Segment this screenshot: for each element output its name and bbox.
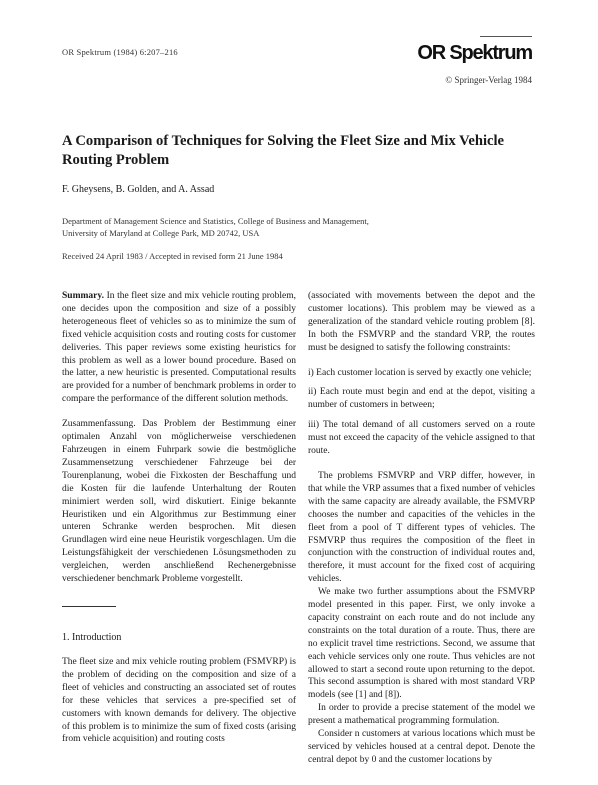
right-column [308,290,535,767]
constraint-item-2: ii) Each route must begin and end at the depot, visiting a number of customers in between; [308,387,535,411]
constraint-item-1: i) Each customer location is served by exactly one vehicle; [308,367,532,378]
summary-text: In the fleet size and mix vehicle routing problem, one decides upon the composition and size of a possibly heterogeneous fleet of vehicles so as to minimize the sum of fixed vehicle acquisition costs and routing costs for customer deliveries. This paper reviews some existing heuristics for this problem as well as a lower bound procedure. Based on the latter, a new heuristic is presented. Computational results are provided for a number of benchmark problems in order to compare the performance of the different solution methods. [62,291,296,405]
right-para-2: The problems FSMVRP and VRP differ, however, in that while the VRP assumes that a fixed number of vehicles with the same capacity are already available, the FSMVRP chooses the number and capacities of the vehicles in the fleet from a pool of T different types of vehicles. The FSMVRP thus requires the composition of the fleet in conjunction with the construction of individual routes and, therefore, it must account for the fixed cost of acquiring vehicles. [308,470,535,585]
introduction-body [62,656,296,746]
summary-paragraph [62,290,296,406]
constraint-item-3: iii) The total demand of all customers served on a route must not exceed the capacity of the vehicle assigned to that route. [308,420,535,457]
journal-reference: OR Spektrum (1984) 6:207–216 [62,47,178,57]
right-para-1: (associated with movements between the depot and the customer locations). This problem may be viewed as a generalization of the standard vehicle routing problem [8]. In both the FSMVRP and the standard VRP, the routes must be designed to satisfy the following constraints: [308,291,535,353]
affiliation [62,215,482,239]
right-para-3: We make two further assumptions about the FSMVRP model presented in this paper. First, we only invoke a capacity constraint on each route and do not include any constraints on the total duration of a route. Thus, there are no explicit travel time restrictions. Second, we assume that each vehicle services only one route. Thus vehicles are not allowed to start a second route upon returning to the depot. This second assumption is shared with most standard VRP models (see [1] and [8]). [308,587,535,701]
article-title: A Comparison of Techniques for Solving the Fleet Size and Mix Vehicle Routing Problem [62,133,505,168]
affiliation-line-2: University of Maryland at College Park, MD 20742, USA [62,228,260,238]
copyright-notice: © Springer-Verlag 1984 [445,75,532,85]
affiliation-line-1: Department of Management Science and Statistics, College of Business and Management, [62,216,369,226]
section-divider [62,606,116,607]
zusammenfassung-paragraph [62,418,296,586]
received-dates: Received 24 April 1983 / Accepted in revised form 21 June 1984 [62,251,283,261]
summary-label: Summary. [62,291,104,301]
authors: F. Gheysens, B. Golden, and A. Assad [62,184,215,195]
zusammenfassung-label: Zusammenfassung. [62,419,136,430]
introduction-text: The fleet size and mix vehicle routing problem (FSMVRP) is the problem of deciding on the composition and size of a fleet of vehicles and constructing an associated set of routes for these vehicles that services a pre-specified set of customers with known demands for delivery. The objective of this problem is to minimize the sum of fixed costs (arising from vehicle acquisition) and routing costs [62,657,296,745]
right-para-5: Consider n customers at various locations which must be serviced by vehicles housed at a central depot. Denote the central depot by 0 and the customer locations by [308,729,535,765]
introduction-heading: 1. Introduction [62,632,122,643]
journal-brand: OR Spektrum [417,42,532,64]
right-para-4: In order to provide a precise statement of the model we present a mathematical programming formulation. [308,703,535,727]
header-rule [480,36,532,37]
left-column [62,290,296,586]
zusammenfassung-text: Das Problem der Bestimmung einer optimalen Anzahl von möglicherweise verschiedenen Fahrzeugen in einem Fuhrpark sowie die bestmögliche Zusammensetzung verschiedener Fahrzeuge bei der Tourenplanung, wobei die Fixkosten der Beschaffung und die Kosten für die laufende Unterhaltung der Routen minimiert werden soll, wird diskutiert. Einige bekannte Heuristiken und ein Algorithmus zur Bestimmung einer unteren Schranke werden besprochen. Mit diesen Grundlagen wird eine neue Heuristik vorgeschlagen. Um die Leistungsfähigkeit der verschiedenen Lösungsmethoden zu vergleichen, werden anschließend Rechenergebnisse verschiedener benchmark Probleme vorgestellt. [62,419,297,585]
